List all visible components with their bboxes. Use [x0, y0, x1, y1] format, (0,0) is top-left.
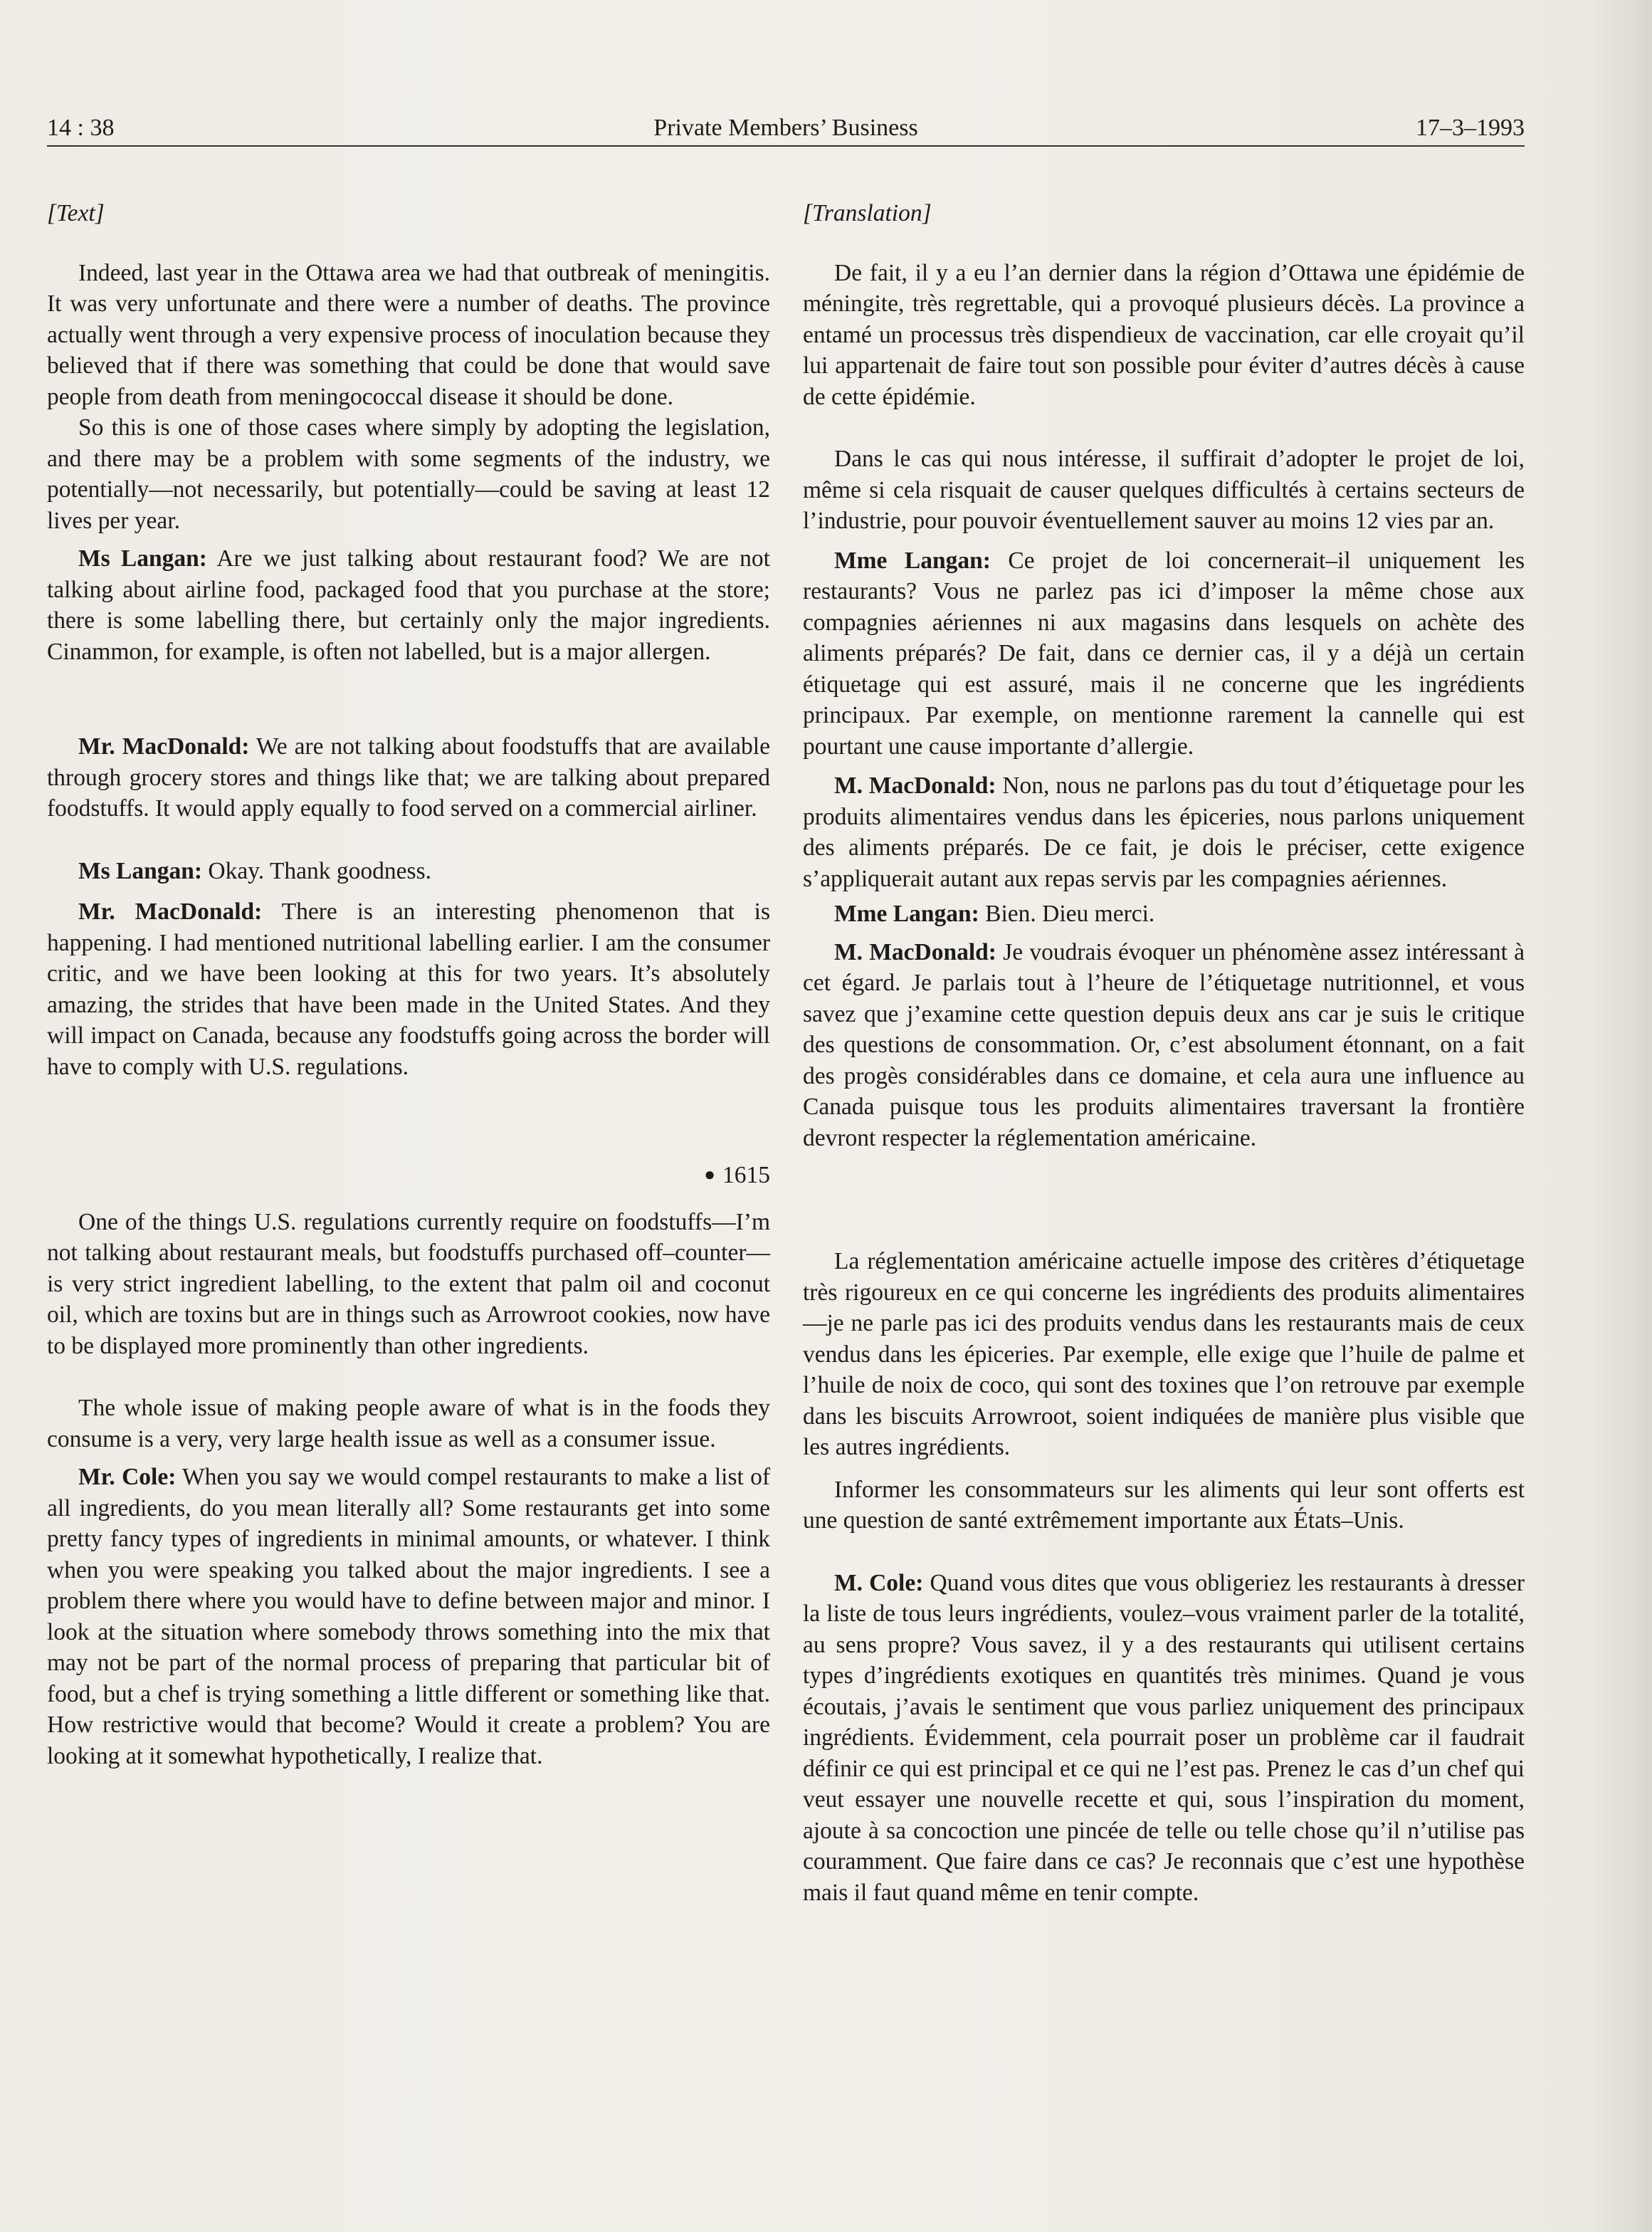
speech-text: Are we just talking about restaurant food? We are not talking about airline food, packaged food that you purchase at the store; there is some labelling there, but certainly only the major ingredients. Cinammon, for example, is often not labelled, but is a major allergen. [47, 545, 770, 665]
speech-text: We are not talking about foodstuffs that are available through grocery stores and things like that; we are talking about prepared foodstuffs. It would apply equally to food served on a commercial airliner. [47, 733, 770, 822]
header-date: 17–3–1993 [1416, 115, 1525, 141]
speaker-name: Mr. MacDonald: [78, 898, 263, 925]
paragraph: De fait, il y a eu l’an dernier dans la région d’Ottawa une épidémie de méningite, très regrettable, qui a provoqué plusieurs décès. La province a entamé un processus très dispendieux de vaccination, car elle croyait qu’il lui appartenait de faire tout son possible pour éviter d’autres décès à cause de cette épidémie. [803, 259, 1525, 410]
speaker-name: Ms Langan: [78, 857, 203, 884]
paragraph [47, 731, 770, 824]
paragraph [803, 937, 1525, 1154]
paragraph [47, 856, 770, 887]
section-title: Private Members’ Business [653, 115, 918, 141]
speaker-name: M. MacDonald: [834, 938, 996, 965]
speaker-name: M. MacDonald: [834, 772, 996, 799]
paragraph: One of the things U.S. regulations currently require on foodstuffs—I’m not talking about restaurant meals, but foodstuffs purchased off–counter—is very strict ingredient labelling, to the extent that palm oil and coconut oil, which are toxins but are in things such as Arrowroot cookies, now have to be displayed more prominently than other ingredients. [47, 1208, 770, 1359]
speech-text: Bien. Dieu merci. [985, 901, 1155, 927]
running-header [47, 114, 1525, 150]
time-marker [47, 1159, 770, 1191]
speech-text: Ce projet de loi concernerait–il uniquement les restaurants? Vous ne parlez pas ici d’imposer la même chose aux compagnies aériennes ni aux magasins dans lesquels on achète des aliments préparés? De fait, dans ce dernier cas, il y a déjà un certain étiquetage qui est assuré, mais il ne concerne que les ingrédients principaux. Par exemple, on mentionne rarement la cannelle qui est pourtant une cause importante d’allergie. [803, 547, 1525, 760]
speech-text: There is an interesting phenomenon that is happening. I had mentioned nutritional labelling earlier. I am the consumer critic, and we have been looking at this for two years. It’s absolutely amazing, the strides that have been made in the United States. And they will impact on Canada, because any foodstuffs going across the border will have to comply with U.S. regulations. [47, 898, 770, 1080]
speech-text: Okay. Thank goodness. [208, 857, 431, 884]
paragraph [803, 770, 1525, 894]
speaker-name: Mr. MacDonald: [78, 733, 250, 760]
speech-text: Je voudrais évoquer un phénomène assez intéressant à cet égard. Je parlais tout à l’heure de l’étiquetage nutritionnel, et vous savez que j’examine cette question depuis deux ans car je suis le critique des questions de consommation. Or, c’est absolument étonnant, on a fait des progès considérables dans ce domaine, et cela aura une influence au Canada puisque tous les produits alimentaires traversant la frontière devront respecter la réglementation américaine. [803, 938, 1525, 1151]
paragraph: Informer les consommateurs sur les aliments qui leur sont offerts est une question de santé extrêmement importante aux États–Unis. [803, 1476, 1525, 1534]
paragraph: Dans le cas qui nous intéresse, il suffirait d’adopter le projet de loi, même si cela risquait de causer quelques difficultés à certains secteurs de l’industrie, pour pouvoir éventuellement sauver au moins 12 vies par an. [803, 446, 1525, 534]
page-number: 14 : 38 [47, 115, 115, 141]
english-column [47, 198, 770, 1771]
paragraph: Indeed, last year in the Ottawa area we had that outbreak of meningitis. It was very unfortunate and there were a number of deaths. The province actually went through a very expensive process of inoculation because they believed that if there was something that could be done that would save people from death from meningococcal disease it should be done. [47, 259, 770, 410]
column-label: [Text] [47, 200, 105, 226]
speaker-name: Mme Langan: [834, 901, 979, 927]
bullet-icon: ● [704, 1164, 715, 1185]
paragraph: La réglementation américaine actuelle impose des critères d’étiquetage très rigoureux en ce qui concerne les ingrédients des produits alimentaires—je ne parle pas ici des produits vendus dans les restaurants mais de ceux vendus dans les épiceries. Par exemple, elle exige que l’huile de palme et l’huile de noix de coco, qui sont des toxines que l’on retrouve par exemple dans les biscuits Arrowroot, soient indiquées de manière plus visible que les autres ingrédients. [803, 1248, 1525, 1460]
header-rule [47, 145, 1525, 147]
speech-text: Non, nous ne parlons pas du tout d’étiquetage pour les produits alimentaires vendus dans les épiceries, nous parlons uniquement des aliments préparés. De ce fait, je dois le préciser, cette exigence s’appliquerait autant aux repas servis par les compagnies aériennes. [803, 772, 1525, 892]
paragraph [47, 543, 770, 667]
paragraph [47, 1462, 770, 1771]
paragraph [803, 898, 1525, 930]
time-stamp: 1615 [722, 1162, 770, 1188]
speaker-name: Mr. Cole: [78, 1464, 177, 1490]
paragraph [803, 545, 1525, 763]
speech-text: When you say we would compel restaurants to make a list of all ingredients, do you mean literally all? Some restaurants get into some pretty fancy types of ingredients in minimal amounts, or whatever. I think when you were speaking you talked about the major ingredients. I see a problem there where you would have to define between major and minor. I look at the situation where somebody throws something into the mix that may not be part of the normal process of preparing that particular bit of food, but a chef is trying something a little different or something like that. How restrictive would that become? Would it create a problem? You are looking at it somewhat hypothetically, I realize that. [47, 1464, 770, 1769]
speech-text: Quand vous dites que vous obligeriez les restaurants à dresser la liste de tous leurs ingrédients, voulez–vous vraiment parler de la totalité, au sens propre? Vous savez, il y a des restaurants qui utilisent certains types d’ingrédients exotiques en quantités très minimes. Quand je vous écoutais, j’avais le sentiment que vous parliez uniquement des principaux ingrédients. Évidemment, cela pourrait poser un problème car il faudrait définir ce qui est principal et ce qui ne l’est pas. Prenez le cas d’un chef qui veut essayer une nouvelle recette et qui, sous l’inspiration du moment, ajoute à sa concoction une pincée de telle ou telle chose qu’il n’utilise pas couramment. Que faire dans ce cas? Je reconnais que c’est une hypothèse mais il faut quand même en tenir compte. [803, 1569, 1525, 1906]
paragraph: So this is one of those cases where simply by adopting the legislation, and there may be a problem with some segments of the industry, we potentially—not necessarily, but potentially—could be saving at least 12 lives per year. [47, 414, 770, 534]
column-label: [Translation] [803, 200, 932, 226]
speaker-name: M. Cole: [834, 1569, 924, 1596]
paragraph: The whole issue of making people aware of what is in the foods they consume is a very, very large health issue as well as a consumer issue. [47, 1395, 770, 1452]
paragraph [47, 896, 770, 1082]
french-column [803, 198, 1525, 1908]
speaker-name: Ms Langan: [78, 545, 207, 572]
paragraph [803, 1568, 1525, 1909]
speaker-name: Mme Langan: [834, 547, 991, 574]
